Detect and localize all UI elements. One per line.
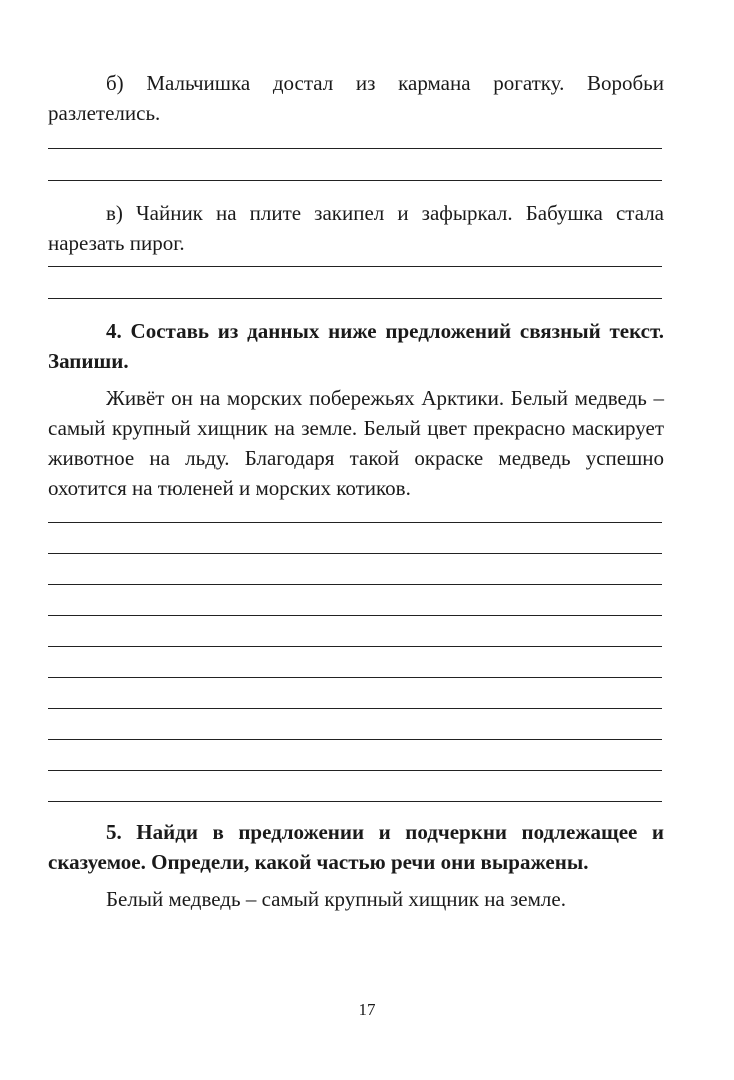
answer-line[interactable] <box>48 708 662 709</box>
answer-line[interactable] <box>48 298 662 299</box>
exercise-v-text: в) Чайник на плите закипел и зафыркал. Бабушка стала нарезать пирог. <box>48 201 664 255</box>
exercise-b-text: б) Мальчишка достал из кармана рогатку. Воробьи разлетелись. <box>48 71 664 125</box>
page-number: 17 <box>358 1000 376 1019</box>
answer-line[interactable] <box>48 584 662 585</box>
answer-line[interactable] <box>48 677 662 678</box>
answer-line[interactable] <box>48 615 662 616</box>
task-4-text: Живёт он на морских побережьях Арктики. Белый медведь – самый крупный хищник на земле. Белый цвет прекрасно маскирует животное на льду. Благодаря такой окраске медведь успешно охотится на тюленей и морских котиков. <box>48 386 664 500</box>
task-5-heading: 5. Найди в предложении и подчеркни подлежащее и сказуемое. Определи, какой частью речи они выражены. <box>48 820 664 874</box>
task-4-heading: 4. Составь из данных ниже предложений связный текст. Запиши. <box>48 319 664 373</box>
answer-line[interactable] <box>48 148 662 149</box>
answer-line[interactable] <box>48 646 662 647</box>
answer-line[interactable] <box>48 180 662 181</box>
answer-line[interactable] <box>48 770 662 771</box>
answer-line[interactable] <box>48 522 662 523</box>
answer-line[interactable] <box>48 553 662 554</box>
answer-line[interactable] <box>48 801 662 802</box>
answer-line[interactable] <box>48 266 662 267</box>
task-5-sentence: Белый медведь – самый крупный хищник на земле. <box>106 887 566 911</box>
answer-line[interactable] <box>48 739 662 740</box>
